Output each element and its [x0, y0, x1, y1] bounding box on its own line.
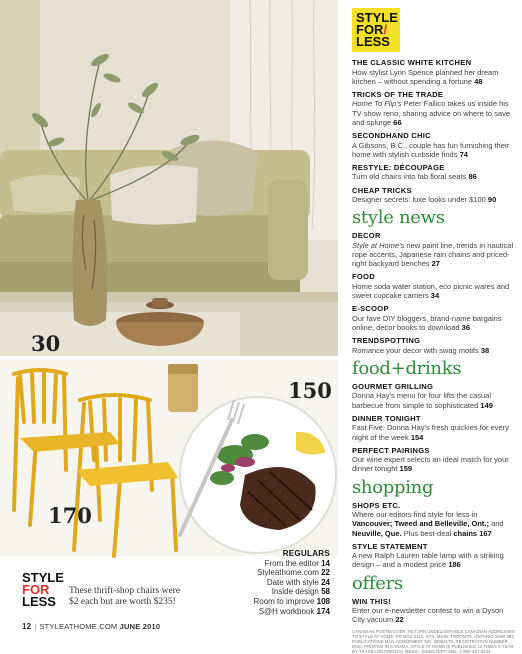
- logo-big-line-for: FOR/: [356, 22, 388, 37]
- features-section: [352, 58, 516, 204]
- regulars-item[interactable]: Inside design 58: [271, 587, 330, 597]
- footer-date: JUNE 2010: [119, 622, 161, 631]
- regulars-heading: REGULARS: [282, 549, 330, 558]
- logo-big-line-style: STYLE: [356, 10, 398, 25]
- shopping-heading: shopping: [352, 476, 434, 498]
- style-news-heading: style news: [352, 207, 445, 229]
- food-page-number: 150: [288, 378, 332, 403]
- toc-item[interactable]: DINNER TONIGHT Fast Five: Donna Hay's fresh quickies for every night of the week 154: [352, 413, 509, 442]
- logo-line-for: FOR: [22, 582, 50, 597]
- style-news-section: [352, 231, 516, 355]
- offers-section: [352, 597, 516, 625]
- toc-item[interactable]: RESTYLE: DÉCOUPAGE Turn old chairs into fab floral seats 86: [352, 162, 477, 182]
- regulars-item[interactable]: From the editor 14: [264, 558, 330, 568]
- table-of-contents: [352, 8, 516, 654]
- footer-page-number: 12: [22, 622, 32, 631]
- toc-item[interactable]: PERFECT PAIRINGS Our wine expert selects an ideal match for your dinner tonight 159: [352, 445, 509, 474]
- living-room-photo: [0, 0, 338, 356]
- offers-heading: offers: [352, 572, 403, 594]
- toc-item[interactable]: STYLE STATEMENT A new Ralph Lauren table lamp with a striking design – and a modest price 186: [352, 541, 504, 570]
- logo-big-line-less: LESS: [356, 34, 390, 49]
- toc-item[interactable]: SHOPS ETC. Where our editors find style for less in Vancouver; Tweed and Belleville, Ont.; and Neuville, Que. Plus best-deal chains 167: [352, 500, 504, 538]
- living-room-page-number: 30: [31, 331, 61, 356]
- toc-item[interactable]: FOOD Home soda water station, eco picnic wares and sweet cupcake carriers 34: [352, 272, 510, 301]
- toc-item[interactable]: SECONDHAND CHIC A Gibsons, B.C., couple has fun furnishing their home with stylish curbside finds 74: [352, 131, 510, 159]
- living-room-illustration: [0, 0, 338, 356]
- regulars-list: [200, 549, 330, 616]
- style-for-less-logo-small: [22, 572, 66, 608]
- toc-item[interactable]: DECOR Style at Home's new paint line, trends in nautical rope accents, Japanese rain chains and priced-right backyard benches 27: [352, 231, 514, 269]
- food-drinks-section: [352, 382, 516, 474]
- toc-item[interactable]: THE CLASSIC WHITE KITCHEN How stylist Lynn Spence planned her dream kitchen – without spending a fortune 48: [352, 58, 499, 86]
- style-for-less-logo: [352, 8, 400, 52]
- toc-item[interactable]: TRICKS OF THE TRADE Home To Flip's Peter Fallico takes us inside his TV show reno, sharing advice on where to save and splurge 66: [352, 89, 511, 127]
- logo-line-less: LESS: [22, 594, 56, 609]
- toc-item[interactable]: CHEAP TRICKS Designer secrets: luxe looks under $100 90: [352, 185, 497, 205]
- chairs-page-number: 170: [48, 503, 92, 528]
- regulars-item[interactable]: S@H workbook 174: [258, 606, 330, 616]
- regulars-item[interactable]: Date with style 24: [266, 577, 330, 587]
- logo-line-style: STYLE: [22, 570, 64, 585]
- food-drinks-heading: food+drinks: [352, 357, 462, 379]
- toc-item[interactable]: TRENDSPOTTING Romance your decor with swag motifs 38: [352, 336, 490, 355]
- footer-site: STYLEATHOME.COM: [39, 622, 118, 631]
- toc-item[interactable]: WIN THIS! Enter our e-newsletter contest to win a Dyson City vacuum 22: [352, 596, 504, 625]
- page-footer: 12 | STYLEATHOME.COM JUNE 2010: [22, 622, 161, 631]
- chairs-caption: These thrift-shop chairs were $2 each but are worth $235!: [69, 586, 181, 607]
- toc-item[interactable]: GOURMET GRILLING Donna Hay's menu for four lifts the casual barbecue from simple to sophisticated 149: [352, 381, 493, 410]
- regulars-item[interactable]: Room to improve 108: [253, 596, 330, 606]
- regulars-item[interactable]: Styleathome.com 22: [257, 568, 330, 578]
- shopping-section: [352, 501, 516, 570]
- toc-item[interactable]: E-SCOOP Our fave DIY bloggers, brand-name bargains online, decor books to download 36: [352, 304, 502, 333]
- fine-print: CANADIAN POSTMASTER, RETURN UNDELIVERABLE CANADIAN ADDRESSES TO STYLE AT HOME, PO BOX 2112, STN. MAIN, TORONTO, ONTARIO M4W 3B2. PUBLICATIONS MAIL AGREEMENT NO. 40063170. REGISTRATION NUMBER 9910. PRINTED IN CANADA. STYLE AT HOME IS PUBLISHED 12 TIMES A YEAR BY TRANSCONTINENTAL MEDIA. SUBSCRIPTIONS: 1-800-387-6332.: [352, 628, 516, 654]
